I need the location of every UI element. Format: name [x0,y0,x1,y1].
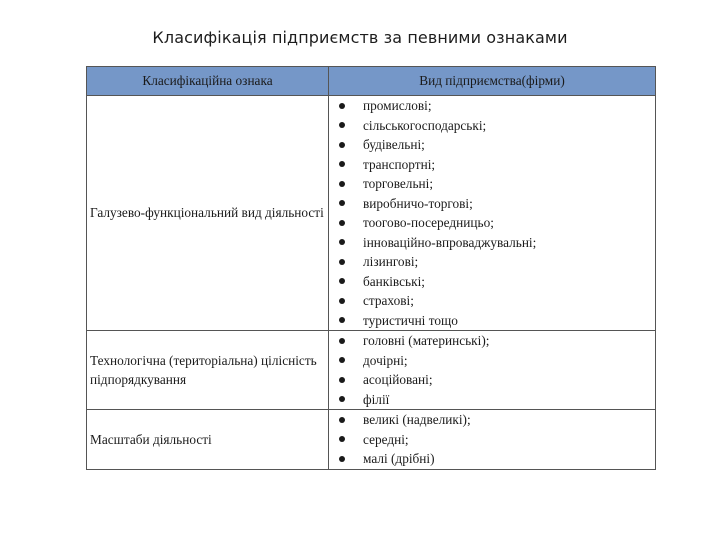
table-row [87,331,656,410]
classification-table [86,66,656,470]
table-row [87,410,656,470]
bullet-icon [339,357,345,363]
table-row [87,96,656,331]
enterprise-type-list [329,331,655,409]
bullet-icon [339,278,345,284]
bullet-icon [339,161,345,167]
bullet-icon [339,436,345,442]
list-item: тоогово-посередницьо; [335,213,655,233]
bullet-icon [339,417,345,423]
enterprise-types-cell [329,96,656,331]
header-classification-sign: Класифікаційна ознака [87,67,329,96]
enterprise-type-list [329,410,655,469]
list-item: асоційовані; [335,370,655,390]
list-item: інноваційно-впроваджувальні; [335,233,655,253]
bullet-icon [339,317,345,323]
bullet-icon [339,396,345,402]
list-item: туристичні тощо [335,311,655,331]
list-item: страхові; [335,291,655,311]
enterprise-types-cell [329,410,656,470]
list-item: банківські; [335,272,655,292]
list-item: промислові; [335,96,655,116]
bullet-icon [339,220,345,226]
bullet-icon [339,377,345,383]
list-item: філії [335,390,655,410]
list-item: великі (надвеликі); [335,410,655,430]
bullet-icon [339,456,345,462]
enterprise-type-list [329,96,655,330]
bullet-icon [339,142,345,148]
bullet-icon [339,200,345,206]
bullet-icon [339,103,345,109]
bullet-icon [339,259,345,265]
list-item: торговельні; [335,174,655,194]
header-enterprise-type: Вид підприємства(фірми) [329,67,656,96]
page-title: Класифікація підприємств за певними ознаками [152,28,568,47]
list-item: дочірні; [335,351,655,371]
classification-sign-cell: Галузево-функціональний вид діяльності [87,96,329,331]
list-item: транспортні; [335,155,655,175]
list-item: сільськогосподарські; [335,116,655,136]
list-item: головні (материнські); [335,331,655,351]
bullet-icon [339,181,345,187]
table-header-row [87,67,656,96]
list-item: лізингові; [335,252,655,272]
classification-sign-cell: Технологічна (територіальна) цілісність підпорядкування [87,331,329,410]
bullet-icon [339,338,345,344]
list-item: малі (дрібні) [335,449,655,469]
bullet-icon [339,298,345,304]
list-item: виробничо-торгові; [335,194,655,214]
classification-sign-cell: Масштаби діяльності [87,410,329,470]
list-item: будівельні; [335,135,655,155]
list-item: середні; [335,430,655,450]
enterprise-types-cell [329,331,656,410]
bullet-icon [339,239,345,245]
bullet-icon [339,122,345,128]
